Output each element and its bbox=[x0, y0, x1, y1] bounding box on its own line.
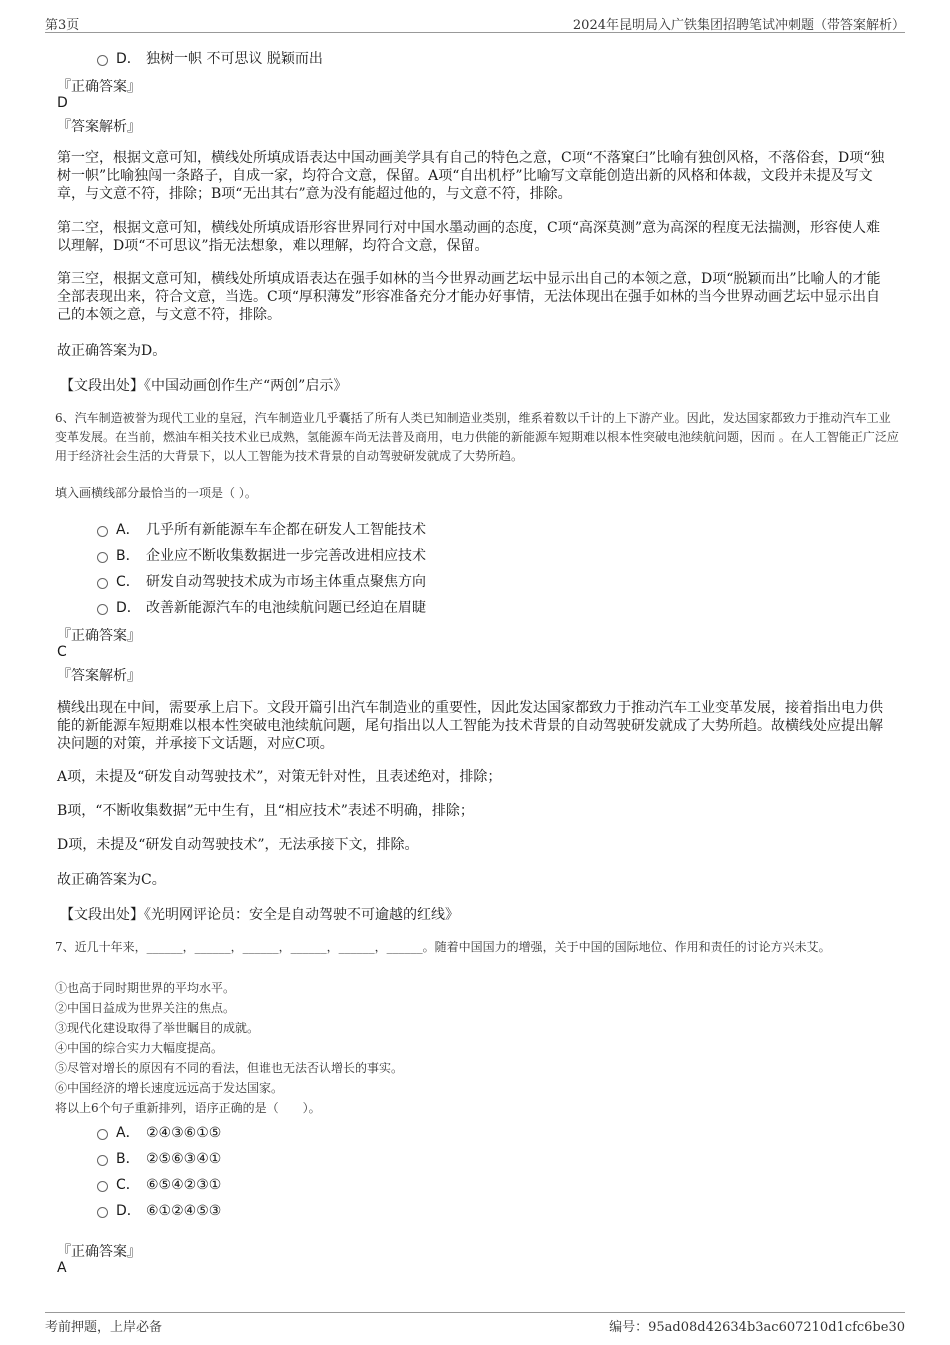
q5-analysis-1: 第一空，根据文意可知，横线处所填成语表达中国动画美学具有自己的特色之意，C项“不落窠臼”比喻有独创风格，不落俗套，D项“独树一帜”比喻独闯一条路子，自成一家，均符合文意，保留。A项“自出机杼”比喻写文章能创造出新的风格和体裁，文段并未提及写文章，与文意不符，排除；B项“无出其右”意为没有能超过他的，与文意不符，排除。 bbox=[57, 150, 885, 202]
q5-option-d[interactable]: D． 独树一帜 不可思议 脱颖而出 bbox=[97, 48, 323, 68]
q7-answer: A bbox=[57, 1260, 67, 1276]
radio-icon[interactable] bbox=[97, 1207, 108, 1218]
radio-icon[interactable] bbox=[97, 1181, 108, 1192]
page-footer bbox=[45, 1312, 905, 1335]
q6-answer: C bbox=[57, 644, 67, 660]
document-title: 2024年昆明局入广铁集团招聘笔试冲刺题（带答案解析） bbox=[572, 18, 905, 33]
q7-prompt: 将以上6个句子重新排列，语序正确的是（ ）。 bbox=[55, 1101, 321, 1115]
q7-stem: 7、近几十年来，______，______，______，______，______，______。随着中国国力的增强，关于中国的国际地位、作用和责任的讨论方兴未艾。 bbox=[55, 940, 831, 954]
q5-analysis-3: 第三空，根据文意可知，横线处所填成语表达在强手如林的当今世界动画艺坛中显示出自己的本领之意，D项“脱颖而出”比喻人的才能全部表现出来，符合文意，当选。C项“厚积薄发”形容准备充分才能办好事情，无法体现出在强手如林的当今世界动画艺坛中显示出自己的本领之意，与文意不符，排除。 bbox=[57, 271, 881, 323]
q7-option-c[interactable]: C． ⑥⑤④②③① bbox=[97, 1174, 221, 1194]
q6-answer-label: 『正确答案』 bbox=[57, 628, 141, 644]
footer-slogan: 考前押题，上岸必备 bbox=[45, 1320, 163, 1335]
q6-analysis-4: D项，未提及“研发自动驾驶技术”，无法承接下文，排除。 bbox=[57, 837, 419, 853]
q7-sentence-4: ④中国的综合实力大幅度提高。 bbox=[55, 1041, 224, 1055]
q7-sentence-5: ⑤尽管对增长的原因有不同的看法，但谁也无法否认增长的事实。 bbox=[55, 1061, 404, 1075]
radio-icon[interactable] bbox=[97, 55, 108, 66]
q6-analysis-label: 『答案解析』 bbox=[57, 668, 141, 684]
q5-analysis-2: 第二空，根据文意可知，横线处所填成语形容世界同行对中国水墨动画的态度，C项“高深莫测”意为高深的程度无法揣测，形容使人难以理解，D项“不可思议”指无法想象，难以理解，均符合文意，保留。 bbox=[57, 220, 881, 254]
radio-icon[interactable] bbox=[97, 526, 108, 537]
q6-conclusion: 故正确答案为C。 bbox=[57, 872, 166, 888]
radio-icon[interactable] bbox=[97, 604, 108, 615]
radio-icon[interactable] bbox=[97, 1129, 108, 1140]
q7-option-b[interactable]: B． ②⑤⑥③④① bbox=[97, 1148, 221, 1168]
q5-conclusion: 故正确答案为D。 bbox=[57, 343, 167, 359]
radio-icon[interactable] bbox=[97, 552, 108, 563]
q7-sentence-2: ②中国日益成为世界关注的焦点。 bbox=[55, 1001, 236, 1015]
q6-option-a[interactable]: A． 几乎所有新能源车车企都在研发人工智能技术 bbox=[97, 519, 426, 539]
page-number: 第3页 bbox=[45, 18, 80, 33]
q6-option-b[interactable]: B． 企业应不断收集数据进一步完善改进相应技术 bbox=[97, 545, 426, 565]
radio-icon[interactable] bbox=[97, 1155, 108, 1166]
q5-answer: D bbox=[57, 95, 68, 111]
q7-sentence-3: ③现代化建设取得了举世瞩目的成就。 bbox=[55, 1021, 260, 1035]
q6-analysis-3: B项，“不断收集数据”无中生有，且“相应技术”表述不明确，排除； bbox=[57, 803, 474, 819]
q7-answer-label: 『正确答案』 bbox=[57, 1244, 141, 1260]
q5-source: 【文段出处】《中国动画创作生产“两创”启示》 bbox=[60, 378, 348, 394]
q5-analysis-label: 『答案解析』 bbox=[57, 119, 141, 135]
radio-icon[interactable] bbox=[97, 578, 108, 589]
q6-analysis-1: 横线出现在中间，需要承上启下。文段开篇引出汽车制造业的重要性，因此发达国家都致力于推动汽车工业变革发展，接着指出电力供能的新能源车短期难以根本性突破电池续航问题，尾句指出以人工智能为技术背景的自动驾驶研发就成了大势所趋。故横线处应提出解决问题的对策，并承接下文话题，对应C项。 bbox=[57, 700, 883, 752]
q5-answer-label: 『正确答案』 bbox=[57, 79, 141, 95]
q6-option-d[interactable]: D． 改善新能源汽车的电池续航问题已经迫在眉睫 bbox=[97, 597, 426, 617]
q7-sentence-1: ①也高于同时期世界的平均水平。 bbox=[55, 981, 236, 995]
document-id: 编号：95ad08d42634b3ac607210d1cfc6be30 bbox=[609, 1320, 905, 1335]
q6-source: 【文段出处】《光明网评论员：安全是自动驾驶不可逾越的红线》 bbox=[60, 907, 459, 923]
page-header bbox=[45, 12, 905, 33]
q7-option-a[interactable]: A． ②④③⑥①⑤ bbox=[97, 1122, 221, 1142]
q7-option-d[interactable]: D． ⑥①②④⑤③ bbox=[97, 1200, 221, 1220]
q6-prompt: 填入画横线部分最恰当的一项是（ ）。 bbox=[55, 486, 257, 500]
q6-stem: 6、汽车制造被誉为现代工业的皇冠，汽车制造业几乎囊括了所有人类已知制造业类别，维系着数以千计的上下游产业。因此，发达国家都致力于推动汽车工业变革发展。在当前，燃油车相关技术业已成熟，氢能源车尚无法普及商用，电力供能的新能源车短期难以根本性突破电池续航问题，因而 。在人工智能正广泛应用于经济社会生活的大背景下，以人工智能为技术背景的自动驾驶研发就成了大势所趋。 bbox=[55, 411, 899, 463]
q7-sentence-6: ⑥中国经济的增长速度远远高于发达国家。 bbox=[55, 1081, 284, 1095]
q6-analysis-2: A项，未提及“研发自动驾驶技术”，对策无针对性，且表述绝对，排除； bbox=[57, 769, 502, 785]
q6-option-c[interactable]: C． 研发自动驾驶技术成为市场主体重点聚焦方向 bbox=[97, 571, 426, 591]
